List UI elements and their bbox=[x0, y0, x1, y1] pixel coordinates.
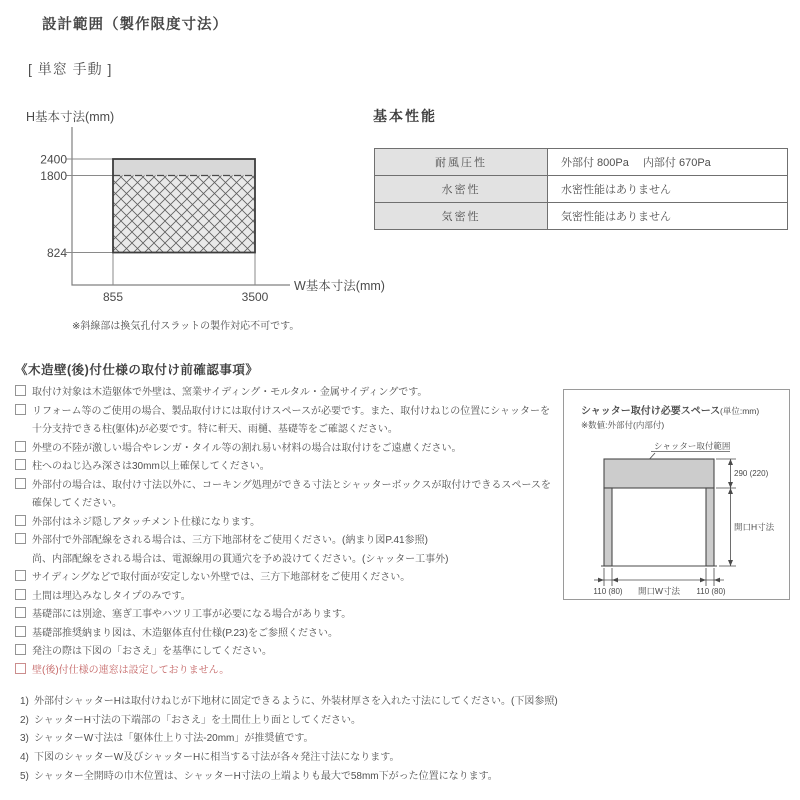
diagram-svg bbox=[564, 390, 789, 599]
diagram-unit: (単位:mm) bbox=[720, 406, 760, 416]
checkbox-icon bbox=[15, 644, 26, 655]
dim-right-label: 110 (80) bbox=[696, 587, 726, 596]
checklist-item bbox=[15, 606, 560, 625]
checklist-text: 発注の際は下図の「おさえ」を基準にしてください。 bbox=[32, 646, 272, 657]
performance-value: 外部付 800Pa 内部付 670Pa bbox=[548, 149, 788, 176]
checkbox-icon bbox=[15, 441, 26, 452]
dim-opening-h-label: 開口H寸法 bbox=[734, 522, 775, 532]
performance-row bbox=[375, 149, 788, 176]
checklist-item bbox=[15, 514, 560, 533]
dim-left-label: 110 (80) bbox=[593, 587, 623, 596]
x-tick-3500: 3500 bbox=[241, 290, 269, 304]
checklist-line bbox=[15, 662, 560, 681]
performance-label: 水密性 bbox=[375, 176, 548, 203]
performance-value: 水密性能はありません bbox=[548, 176, 788, 203]
height-dimensions bbox=[716, 459, 736, 566]
y-tick-824: 824 bbox=[46, 246, 67, 260]
chart-x-axis-label: W基本寸法(mm) bbox=[294, 279, 385, 293]
checklist-item bbox=[15, 440, 560, 459]
checklist-text: 壁(後)付仕様の連窓は設定しておりません。 bbox=[32, 664, 230, 676]
checklist-item bbox=[15, 477, 560, 514]
performance-table bbox=[374, 148, 788, 230]
note-number: 3) bbox=[20, 733, 29, 745]
checkbox-icon bbox=[15, 533, 26, 544]
note-number: 2) bbox=[20, 714, 29, 726]
checklist-line bbox=[15, 421, 560, 440]
hatched-region bbox=[113, 176, 255, 253]
checklist-line bbox=[15, 588, 560, 607]
performance-label: 耐風圧性 bbox=[375, 149, 548, 176]
plain-region bbox=[113, 159, 255, 176]
checklist-item bbox=[15, 643, 560, 662]
note-line bbox=[20, 693, 558, 712]
checklist-heading: 《木造壁(後)付仕様の取付け前確認事項》 bbox=[15, 363, 259, 377]
checklist-line bbox=[15, 625, 560, 644]
checkbox-icon bbox=[15, 459, 26, 470]
checkbox-icon bbox=[15, 478, 26, 489]
checklist-line bbox=[15, 384, 560, 403]
checkbox-icon bbox=[15, 626, 26, 637]
checklist-text: 柱へのねじ込み深さは30mm以上確保してください。 bbox=[32, 461, 270, 472]
left-rail bbox=[604, 488, 612, 566]
dim-opening-w-label: 開口W寸法 bbox=[637, 586, 681, 596]
performance-row bbox=[375, 176, 788, 203]
checkbox-icon bbox=[15, 607, 26, 618]
width-dimensions bbox=[594, 568, 724, 586]
shutter-frame bbox=[604, 459, 714, 566]
note-line bbox=[20, 749, 558, 768]
note-number: 4) bbox=[20, 752, 29, 764]
checklist-text: 外壁の不陸が激しい場合やレンガ・タイル等の割れ易い材料の場合は取付けをご遠慮ください。 bbox=[32, 442, 462, 454]
chart-y-axis-label: H基本寸法(mm) bbox=[26, 110, 115, 124]
variant-label: [ 単窓 手動 ] bbox=[28, 61, 113, 77]
checklist-line bbox=[15, 458, 560, 477]
checkbox-icon bbox=[15, 570, 26, 581]
shutter-box-area bbox=[604, 459, 714, 488]
note-text: シャッター全開時の巾木位置は、シャッターH寸法の上端よりも最大で58mm下がった位置になります。 bbox=[34, 770, 498, 782]
checklist-line bbox=[15, 606, 560, 625]
checklist-text: 取付け対象は木造躯体で外壁は、窯業サイディング・モルタル・金属サイディングです。 bbox=[32, 387, 428, 398]
performance-label: 気密性 bbox=[375, 203, 548, 230]
diagram-title: シャッター取付け必要スペース bbox=[581, 406, 721, 417]
design-range-chart bbox=[0, 100, 400, 340]
note-text: 下図のシャッターW及びシャッターHに相当する寸法が各々発注寸法になります。 bbox=[34, 752, 400, 764]
checklist-text: 尚、内部配線をされる場合は、電源線用の貫通穴を予め設けてください。(シャッター工事外) bbox=[32, 553, 449, 565]
checklist-text: 基礎部推奨納まり図は、木造躯体直付仕様(P.23)をご参照ください。 bbox=[32, 627, 338, 639]
note-line bbox=[20, 768, 558, 787]
checkbox-icon bbox=[15, 589, 26, 600]
checklist-item bbox=[15, 662, 560, 681]
checklist-item bbox=[15, 403, 560, 440]
right-rail bbox=[706, 488, 714, 566]
checklist-item bbox=[15, 569, 560, 588]
note-line bbox=[20, 730, 558, 749]
performance-row bbox=[375, 203, 788, 230]
note-text: シャッターW寸法は「躯体仕上り寸法-20mm」が推奨値です。 bbox=[34, 733, 314, 745]
checkbox-icon bbox=[15, 385, 26, 396]
checklist-line bbox=[15, 569, 560, 588]
checkbox-icon bbox=[15, 663, 26, 674]
checklist-line bbox=[15, 440, 560, 459]
checklist-item bbox=[15, 384, 560, 403]
checklist-text: 外部付はネジ隠しアタッチメント仕様になります。 bbox=[32, 516, 261, 528]
y-tick-2400: 2400 bbox=[40, 152, 67, 167]
checklist-text: 十分支持できる柱(躯体)が必要です。特に軒天、雨樋、基礎等をご確認ください。 bbox=[32, 424, 398, 435]
checklist-item bbox=[15, 588, 560, 607]
checklist-text: 外部付の場合は、取付け寸法以外に、コーキング処理ができる寸法とシャッターボックスが取付けできるスペースを bbox=[32, 479, 551, 491]
checklist-line bbox=[15, 477, 560, 496]
checklist-item bbox=[15, 458, 560, 477]
installation-space-diagram bbox=[563, 389, 790, 600]
checklist-text: 土間は埋込みなしタイプのみです。 bbox=[32, 590, 191, 602]
checklist-text: 確保してください。 bbox=[32, 498, 122, 509]
checklist-item bbox=[15, 532, 560, 569]
range-label: シャッター取付範囲 bbox=[654, 441, 731, 451]
checkbox-icon bbox=[15, 515, 26, 526]
checklist-line bbox=[15, 551, 560, 570]
checkbox-icon bbox=[15, 404, 26, 415]
performance-heading: 基本性能 bbox=[373, 108, 437, 124]
checklist-line bbox=[15, 532, 560, 551]
note-line bbox=[20, 712, 558, 731]
note-text: 外部付シャッターHは取付けねじが下地材に固定できるように、外装材厚さを入れた寸法にしてください。(下図参照) bbox=[34, 696, 558, 707]
footnotes bbox=[20, 693, 558, 787]
chart-note: ※斜線部は換気孔付スラットの製作対応不可です。 bbox=[72, 321, 300, 332]
checklist-line bbox=[15, 643, 560, 662]
page-title: 設計範囲（製作限度寸法） bbox=[42, 17, 228, 33]
checklist-text: 外部付で外部配線をされる場合は、三方下地部材をご使用ください。(納まり図P.41参照) bbox=[32, 535, 428, 546]
note-number: 5) bbox=[20, 770, 29, 782]
note-text: シャッターH寸法の下端部の「おさえ」を土間仕上り面としてください。 bbox=[34, 714, 362, 726]
y-tick-1800: 1800 bbox=[40, 169, 67, 183]
note-number: 1) bbox=[20, 696, 29, 707]
checklist-line bbox=[15, 514, 560, 533]
checklist-line bbox=[15, 495, 560, 514]
dim-box-height-label: 290 (220) bbox=[734, 469, 769, 478]
diagram-subtitle: ※数値:外部付(内部付) bbox=[581, 420, 665, 430]
performance-value: 気密性能はありません bbox=[548, 203, 788, 230]
checklist-item bbox=[15, 625, 560, 644]
checklist-line bbox=[15, 403, 560, 422]
x-tick-855: 855 bbox=[102, 290, 124, 304]
checklist bbox=[15, 384, 560, 680]
checklist-text: リフォーム等のご使用の場合、製品取付けには取付けスペースが必要です。また、取付けねじの位置にシャッターを bbox=[32, 405, 550, 417]
checklist-text: 基礎部には別途、塞ぎ工事やハツリ工事が必要になる場合があります。 bbox=[32, 609, 352, 620]
checklist-text: サイディングなどで取付面が安定しない外壁では、三方下地部材をご使用ください。 bbox=[32, 572, 411, 583]
